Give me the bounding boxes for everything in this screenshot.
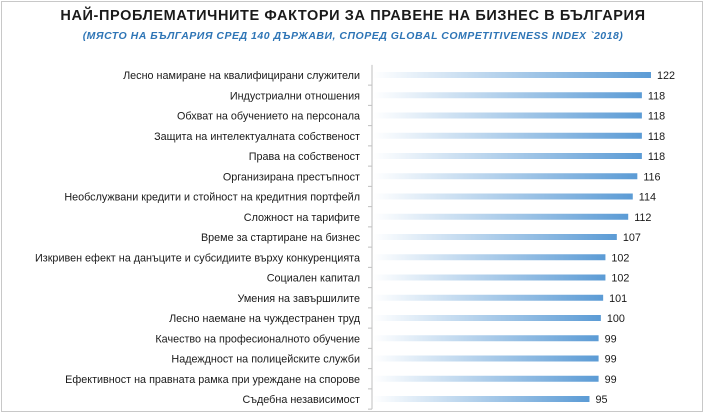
value-label: 118 <box>647 110 666 123</box>
bar <box>373 315 601 321</box>
value-label: 114 <box>638 191 656 204</box>
bar <box>373 133 642 139</box>
category-label: Защита на интелектуалната собственост <box>154 130 360 143</box>
value-label: 112 <box>634 211 652 224</box>
category-label: Сложност на тарифите <box>243 211 360 224</box>
category-label: Надеждност на полицейските служби <box>171 353 360 366</box>
category-label: Лесно намиране на квалифицирани служители <box>123 70 360 82</box>
value-label: 99 <box>604 353 617 366</box>
bar <box>373 113 642 119</box>
category-label: Ефективност на правната рамка при уреждане на спорове <box>65 373 360 386</box>
category-label: Лесно наемане на чуждестранен труд <box>169 313 360 325</box>
value-label: 95 <box>595 394 608 406</box>
bar <box>373 376 599 382</box>
value-label: 116 <box>643 171 661 184</box>
value-label: 118 <box>647 90 666 103</box>
bar <box>373 396 589 402</box>
value-label: 102 <box>611 272 630 285</box>
category-label: Необслужвани кредити и стойност на кредитния портфейл <box>64 191 360 204</box>
bar <box>373 295 603 301</box>
category-label: Социален капитал <box>266 272 360 285</box>
value-label: 102 <box>611 252 630 265</box>
category-label: Качество на професионалното обучение <box>155 333 360 346</box>
value-label: 107 <box>622 232 641 244</box>
bar <box>373 173 637 179</box>
category-label: Права на собственост <box>248 151 360 163</box>
bar <box>373 234 617 240</box>
bar <box>373 356 599 362</box>
bar <box>373 194 633 200</box>
chart-subtitle: (МЯСТО НА БЪЛГАРИЯ СРЕД 140 ДЪРЖАВИ, СПОРЕД GLOBAL COMPETITIVENESS INDEX `2018) <box>82 30 624 42</box>
category-label: Организирана престъпност <box>222 171 360 184</box>
category-label: Умения на завършилите <box>237 292 360 305</box>
value-label: 118 <box>647 151 666 163</box>
chart-title: НАЙ-ПРОБЛЕМАТИЧНИТЕ ФАКТОРИ ЗА ПРАВЕНЕ НА БИЗНЕС В БЪЛГАРИЯ <box>60 8 646 24</box>
bar <box>373 275 605 281</box>
value-label: 101 <box>609 292 628 305</box>
category-label: Изкривен ефект на данъците и субсидиите върху конкуренцията <box>35 252 360 265</box>
bar <box>373 214 628 220</box>
value-label: 99 <box>604 333 617 346</box>
value-label: 100 <box>606 313 625 325</box>
bar <box>373 92 642 98</box>
value-label: 122 <box>657 70 676 82</box>
bar <box>373 335 599 341</box>
bar <box>373 153 642 159</box>
category-label: Обхват на обучението на персонала <box>177 110 360 123</box>
category-label: Време за стартиране на бизнес <box>200 232 360 244</box>
bar <box>373 254 605 260</box>
bar <box>373 72 651 78</box>
value-label: 118 <box>647 130 666 143</box>
category-label: Съдебна независимост <box>242 394 360 406</box>
value-label: 99 <box>604 373 617 386</box>
category-label: Индустриални отношения <box>229 90 360 103</box>
